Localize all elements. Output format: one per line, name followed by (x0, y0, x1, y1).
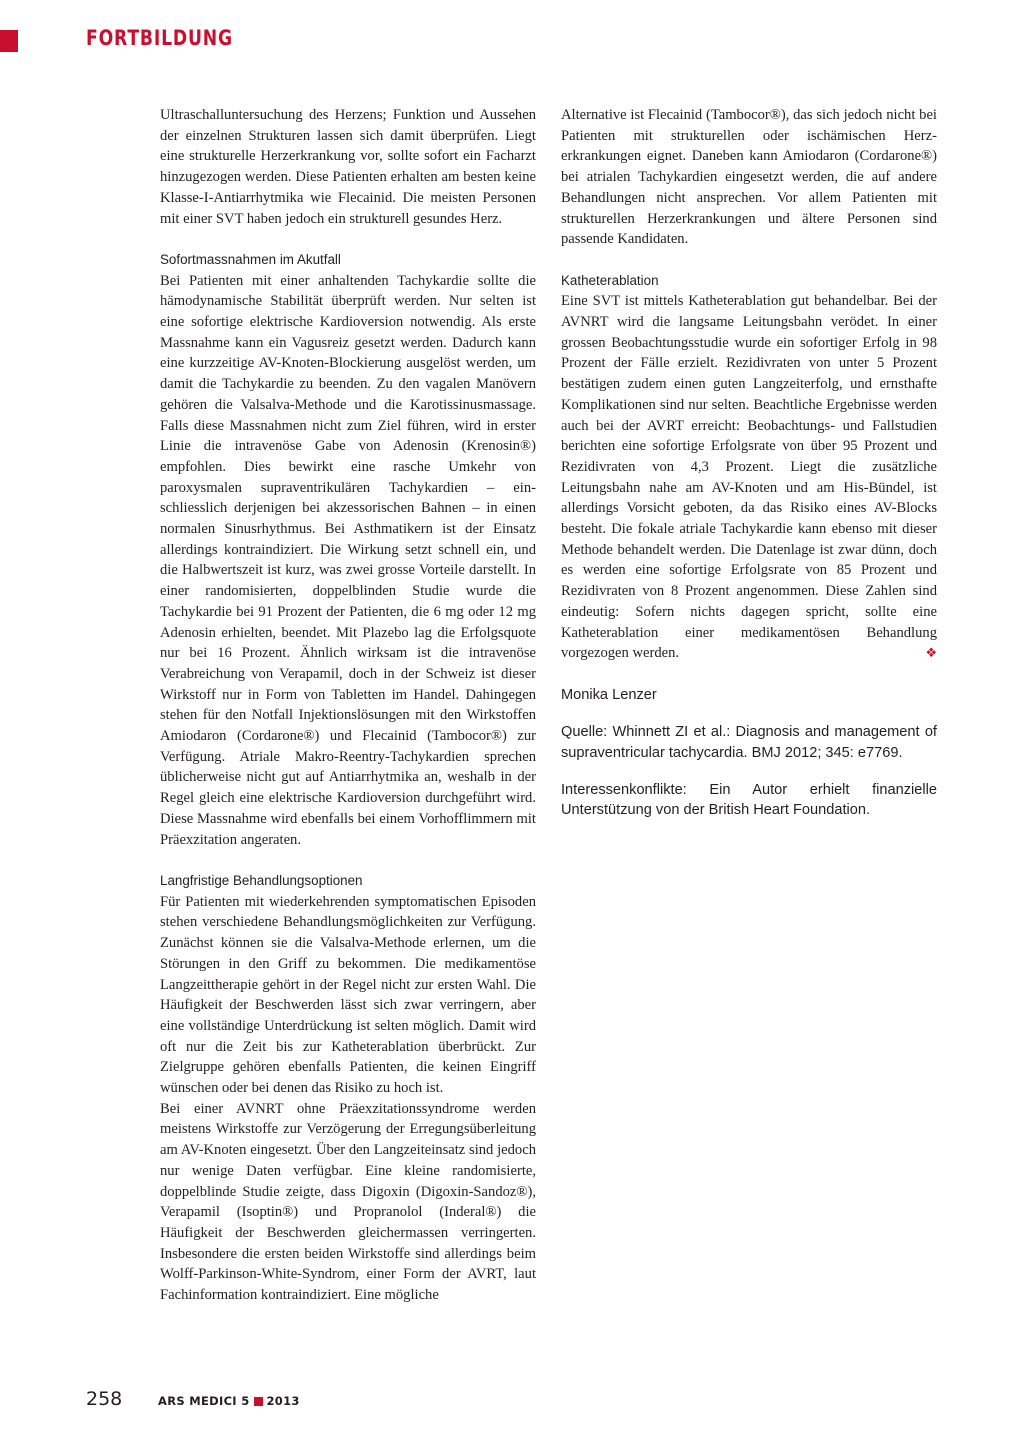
paragraph-intro: Ultraschalluntersuchung des Herzens; Funktion und Aussehen der einzelnen Strukturen lassen sich damit überprüfen. Liegt eine strukturelle Herzerkrankung vor, sollte sofort ein Facharzt hinzugezogen werden. Diese Patienten erhalten am besten keine Klasse-I-Antiarrhytmika wie Flecainid. Die meisten Personen mit einer SVT haben jedoch ein strukturell gesundes Herz. (160, 107, 536, 227)
square-separator-icon (254, 1397, 263, 1406)
paragraph-akutfall: Bei Patienten mit einer anhaltenden Tachykardie sollte die hämodynamische Stabilität überprüft werden. Nur selten ist eine sofortige elektrische Kardioversion notwendig. Als erste Massnahme kann ein Vagusreiz gesetzt werden. Dadurch kann eine kurzzeitige AV-Knoten-Blockierung ausgelöst werden, um damit die Tachykardie zu beenden. Zu den vagalen Manövern gehören die Valsalva-Methode und die Karotissinusmassage. Falls diese Massnahmen nicht zum Ziel führen, wird in erster Linie die intravenöse Gabe von Adenosin (Krenosin®) empfohlen. Dies bewirkt eine rasche Umkehr von paroxysmalen supraventrikulären Tachykardien – einschliesslich derjenigen bei akzessorischen Bahnen – in einen normalen Sinusrhythmus. Bei Asthmatikern ist der Einsatz allerdings kontraindiziert. Die Wirkung setzt schnell ein, und die Halbwertszeit ist kurz, was zwei grosse Vorteile darstellt. In einer randomisierten, doppelblinden Studie wurde die Tachykardie bei 91 Prozent der Patienten, die 6 mg oder 12 mg Adenosin erhielten, beendet. Mit Plazebo lag die Erfolgsquote nur bei 16 Prozent. Ähnlich wirksam ist die intravenöse Verabreichung von Verapamil, doch in der Schweiz ist dieser Wirkstoff nur in Form von Tabletten im Handel. Dahingegen stehen für den Notfall Injektionslösungen mit den Wirkstoffen Amiodaron (Cordarone®) und Flecainid (Tambocor®) zur Verfügung. Atriale Makro-Reentry-Tachykardien sprechen üblicherweise nicht gut auf Antiarrhytmika an, weshalb in der Regel gleich eine elektrische Kardioversion durchgeführt wird. Diese Massnahme wird ebenfalls bei einem Vorhofflimmern mit Präexzitation angeraten. (160, 272, 536, 848)
paragraph-alternative: Alternative ist Flecainid (Tambocor®), das sich jedoch nicht bei Patienten mit strukturellen oder ischämischen Herzerkrankungen eignet. Daneben kann Amiodaron (Cordarone®) bei atrialen Tachykardien eingesetzt werden, die auf andere Behandlungen nicht ansprechen. Vor allem Patienten mit strukturellen Herzerkrankungen und ältere Personen sind passende Kandidaten. (561, 107, 937, 248)
journal-year: 2013 (266, 1394, 300, 1408)
page-footer (86, 1388, 486, 1412)
journal-reference (158, 1394, 300, 1408)
author-name: Monika Lenzer (561, 686, 657, 703)
heading-akutfall: Sofortmassnahmen im Akutfall (160, 251, 341, 267)
conflicts-note: Interessenkonflikte: Ein Autor erhielt finanzielle Unterstützung von der British Heart Foundation. (561, 781, 937, 819)
paragraph-katheterablation-text: Eine SVT ist mittels Katheterablation gut behandelbar. Bei der AVNRT wird die langsame Leitungsbahn verödet. In einer grossen Beobachtungsstudie wurde ein sofortiger Erfolg in 98 Prozent der Fälle erzielt. Rezidivraten von unter 5 Prozent bestätigen zudem einen guten Langzeiterfolg, und ernsthafte Komplikationen sind nur selten. Beachtliche Ergebnisse werden auch bei der AVRT erreicht: Beobachtungs- und Fallstudien berichten eine sofortige Erfolgsrate von über 95 Prozent und Rezidivraten von 4,3 Prozent. Liegt die zusätzliche Leitungsbahn nahe am AV-Knoten und am His-Bündel, ist allerdings Vorsicht geboten, da das Risiko eines AV-Blocks besteht. Die fokale atriale Tachykardie kann ebenso mit dieser Methode behandelt werden. Die Datenlage ist zwar dünn, doch es werden eine sofortige Erfolgsrate von 85 Prozent und Rezidivraten von 8 Prozent angenommen. Diese Zahlen sind eindeutig: Sofern nichts dagegen spricht, sollte eine Katheterablation einer medikamentösen Behandlung vorgezogen werden. (561, 293, 937, 662)
heading-langfristig: Langfristige Behandlungsoptionen (160, 872, 363, 888)
right-column (561, 105, 937, 821)
end-of-article-icon: ❖ (925, 645, 937, 661)
heading-katheterablation: Katheterablation (561, 272, 659, 288)
journal-name: ARS MEDICI 5 (158, 1394, 250, 1408)
section-marker (0, 30, 18, 52)
left-column (160, 105, 536, 1306)
source-note: Quelle: Whinnett ZI et al.: Diagnosis and management of supraventricular tachycardia. BMJ 2012; 345: e7769. (561, 724, 937, 762)
section-title: FORTBILDUNG (86, 26, 233, 50)
paragraph-katheterablation (561, 291, 937, 664)
paragraph-langfristig-1: Für Patienten mit wiederkehrenden symptomatischen Episoden stehen verschiedene Behandlungsmöglichkeiten zur Verfügung. Zunächst können sie die Valsalva-Methode erlernen, um die Störungen in den Griff zu bekommen. Die medikamentöse Langzeittherapie gehört in der Regel nicht zur ersten Wahl. Die Häufigkeit der Beschwerden lässt sich zwar verringern, aber eine vollständige Unterdrückung ist selten möglich. Damit wird oft nur die Zeit bis zur Katheterablation überbrückt. Zur Zielgruppe gehören ebenfalls Patienten, die keinen Eingriff wünschen oder bei denen das Risiko zu hoch ist. (160, 893, 536, 1097)
page-number: 258 (86, 1388, 123, 1410)
paragraph-langfristig-2: Bei einer AVNRT ohne Präexzitationssyndrome werden meistens Wirkstoffe zur Verzögerung der Erregungsüberleitung am AV-Knoten eingesetzt. Über den Langzeiteinsatz sind jedoch nur wenige Daten verfügbar. Eine kleine randomisierte, doppelblinde Studie zeigte, dass Digoxin (Digoxin-Sandoz®), Verapamil (Isoptin®) und Propranolol (Inderal®) die Häufigkeit der Beschwerden gleichermassen verringerten. Insbesondere die ersten beiden Wirkstoffe sind allerdings beim Wolff-Parkinson-White-Syndrom, einer Form der AVRT, laut Fachinformation kontraindiziert. Eine mögliche (160, 1100, 536, 1304)
